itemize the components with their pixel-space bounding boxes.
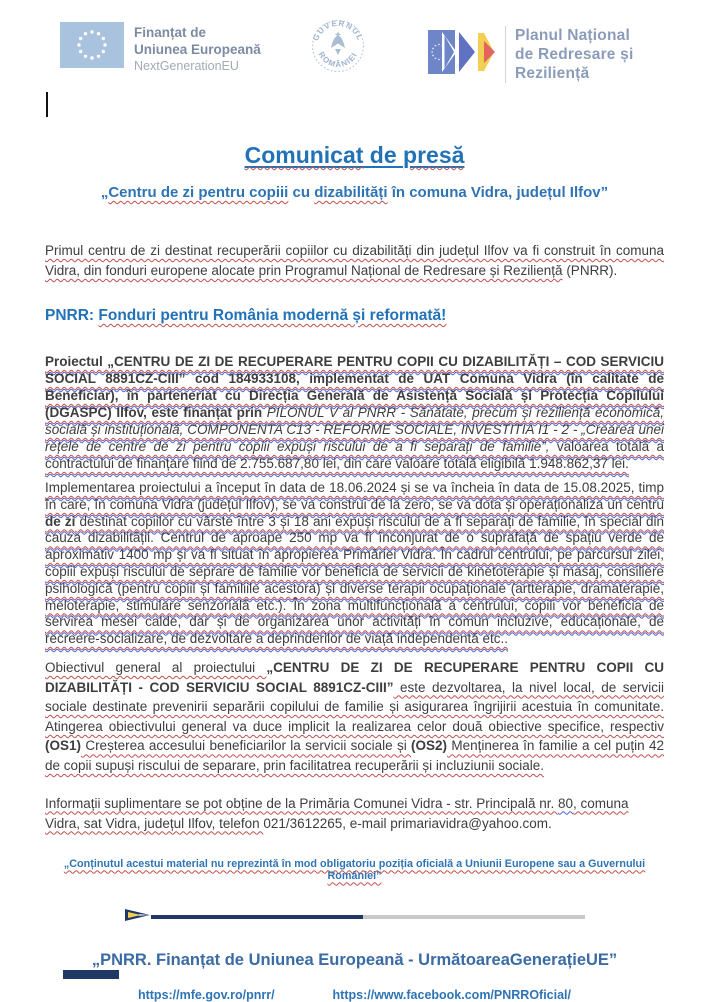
text-run: Primul centru de zi destinat recuperării copiilor cu dizabilități din județul Ilfov va fi construit în comuna Vidra, din fonduri europene alocate prin Programul Național de Redresare și Reziliență bbox=[45, 243, 664, 278]
pnrr-logo-line1: Planul Național bbox=[515, 27, 630, 44]
text-run: (OS2) bbox=[411, 738, 448, 754]
pnrr-arrows-icon bbox=[428, 29, 496, 80]
text-run: de bbox=[363, 142, 404, 168]
footer-slogan: „PNRR. Finanțat de Uniunea Europeană - UrmătoareaGenerațieUE” bbox=[91, 950, 618, 969]
text-run: „ bbox=[100, 184, 109, 201]
text-run: în comuna Vidra, județul Ilfov” bbox=[387, 184, 609, 201]
text-run: PILONUL V al PNRR - Sănătate, precum și reziliență economică, socială și instituțională, COMPONENTA C13 - REFORME SOCIALE, INVESTITIA I1 - 2 - „Crearea unei rețele de centre de zi pentru copiii expuși riscului de a fi separați de familie”, bbox=[45, 405, 665, 454]
text-run: Centru de zi pentru copiii bbox=[108, 184, 289, 201]
pnrr-logo-line2: de Redresare și Reziliență bbox=[515, 46, 634, 82]
text-run: 021/3612265, e-mail primariavidra@yahoo.com. bbox=[263, 815, 552, 831]
text-run: 80 bbox=[558, 795, 574, 811]
text-run: Implementarea proiectului a început în data de 18.06.2024 și se va încheia în data de 15.08.2025, timp în care, în comuna Vidra (județul Ilfov), se va construi de la zero, se va dota și operaționaliza un centru bbox=[45, 480, 664, 512]
text-run: de zi bbox=[45, 513, 76, 529]
disclaimer-text bbox=[45, 858, 664, 882]
text-run: PNRR: bbox=[45, 307, 99, 324]
text-run: presă bbox=[403, 142, 465, 168]
next-page-fragment bbox=[63, 970, 119, 979]
text-run: Creșterea accesului beneficiarilor la servicii sociale și bbox=[81, 738, 412, 754]
text-run: Informații suplimentare se pot obține de la Primăria Comunei Vidra - str. Principală nr. bbox=[45, 795, 558, 811]
footer-links bbox=[45, 988, 664, 1002]
text-run: „CENTRU DE ZI DE RECUPERARE PENTRU COPII CU DIZABILITĂȚI - COD SERVICIU SOCIAL 8891CZ-CIII” bbox=[45, 659, 665, 695]
gov-seal-bottom-text: ROMÂNIEI bbox=[316, 50, 360, 70]
gray-bar-segment bbox=[363, 915, 585, 919]
text-run: cu bbox=[288, 184, 315, 201]
text-run: (OS1) bbox=[45, 738, 82, 754]
facebook-link[interactable]: https://www.facebook.com/PNRROficial/ bbox=[332, 987, 572, 1002]
paragraph-intro bbox=[45, 241, 664, 281]
romanian-government-seal bbox=[310, 18, 366, 79]
mfe-link[interactable]: https://mfe.gov.ro/pnrr/ bbox=[137, 987, 275, 1002]
page-title bbox=[45, 142, 664, 169]
paragraph-contact bbox=[45, 794, 664, 834]
text-run: (PNRR). bbox=[562, 263, 618, 278]
document-body bbox=[0, 92, 709, 1002]
paragraph-implementation bbox=[45, 480, 664, 648]
text-cursor bbox=[46, 92, 48, 117]
eu-logo-line1: Finanțat de bbox=[134, 25, 207, 40]
pencil-arrow-icon bbox=[125, 908, 151, 927]
text-run: este dezvoltarea, la nivel local, de servicii sociale destinate prevenirii separării copilului de familie și asigurarea îngrijirii acestuia în comunitate. Atingerea obiectivului general va duce implicit la realizarea celor două obiective specifice, respectiv bbox=[45, 679, 664, 734]
text-run: destinat copiilor cu vârste între 3 și 18 ani expuși riscului de a fi separați de familie, în special din cauza dizabilității. Centrul de aproape 250 mp va fi înconjurat de o suprafață de spațiu verde de aproximativ 1400 mp și va fi situat în apropierea Primăriei Vidra. În cadrul centrului, pe parcursul zilei, copiii expuși riscului de seprare de familie vor beneficia de servicii de kinetoterapie și masaj, consiliere psihologică (pentru copiii și familiile acestora) și diverse terapii ocupaționale (artterapie, dramaterapie, meloterapie, stimulare senzorială etc.). În zona multifuncțională a centrului, copiii vor beneficia de servirea mesei calde, dar și de organizarea unor activități în comun incluzive, educaționale, de recreere-socializare, de dezvoltare a deprinderilor de viață independentă etc.. bbox=[45, 513, 665, 647]
text-run: Obiectivul general al proiectului bbox=[45, 659, 267, 675]
eagle-emblem-icon bbox=[331, 33, 345, 56]
eu-logo-line2: Uniunea Europeană bbox=[134, 42, 261, 57]
eu-logo-line3: NextGenerationEU bbox=[134, 59, 239, 73]
pnrr-logo bbox=[428, 26, 709, 83]
eu-flag-icon bbox=[60, 22, 124, 73]
press-release-page bbox=[0, 12, 709, 1002]
paragraph-project bbox=[45, 353, 664, 472]
text-run: Fonduri pentru România modernă și reformată! bbox=[98, 307, 447, 324]
text-run: dizabilități bbox=[314, 184, 388, 201]
document-subtitle bbox=[45, 184, 664, 201]
text-run: Comunicat bbox=[244, 142, 364, 168]
text-run: „Conținutul acestui material nu reprezintă în mod obligatoriu poziția oficială a Uniunii Europene sau a Guvernului României” bbox=[63, 857, 646, 882]
gov-seal-top-text: GUVERNUL bbox=[311, 18, 365, 43]
empty-line[interactable] bbox=[45, 92, 664, 118]
text-run: valoarea totală a contractului de finanțare fiind de 2.755.687,80 lei, din care valoare totală eligibilă 1.948.862,37 lei. bbox=[45, 439, 664, 471]
paragraph-objective bbox=[45, 658, 664, 776]
text-run: Menținerea în familie a cel puțin 42 de copii supuși riscului de separare, prin facilitatrea recuperării și incluziunii sociale. bbox=[45, 738, 664, 773]
footer-divider-bar bbox=[45, 908, 664, 927]
text-run: Proiectul „CENTRU DE ZI DE RECUPERARE PENTRU COPII CU DIZABILITĂȚI – COD SERVICIU SOCIAL 8891CZ-CIII” cod 184933108, implementat de UAT Comuna Vidra (în calitate de Beneficiar), în parteneriat cu Direcția Generală de Asistență Socială și Protecția Copilului (DGASPC) Ilfov, este finanțat prin bbox=[45, 354, 664, 420]
text-run: , comuna Vidra, sat Vidra, județul Ilfov, telefon bbox=[45, 795, 629, 831]
eu-funding-logo bbox=[60, 22, 261, 75]
navy-bar-segment bbox=[151, 915, 363, 919]
pnrr-heading bbox=[45, 307, 664, 325]
logo-header bbox=[0, 12, 709, 90]
